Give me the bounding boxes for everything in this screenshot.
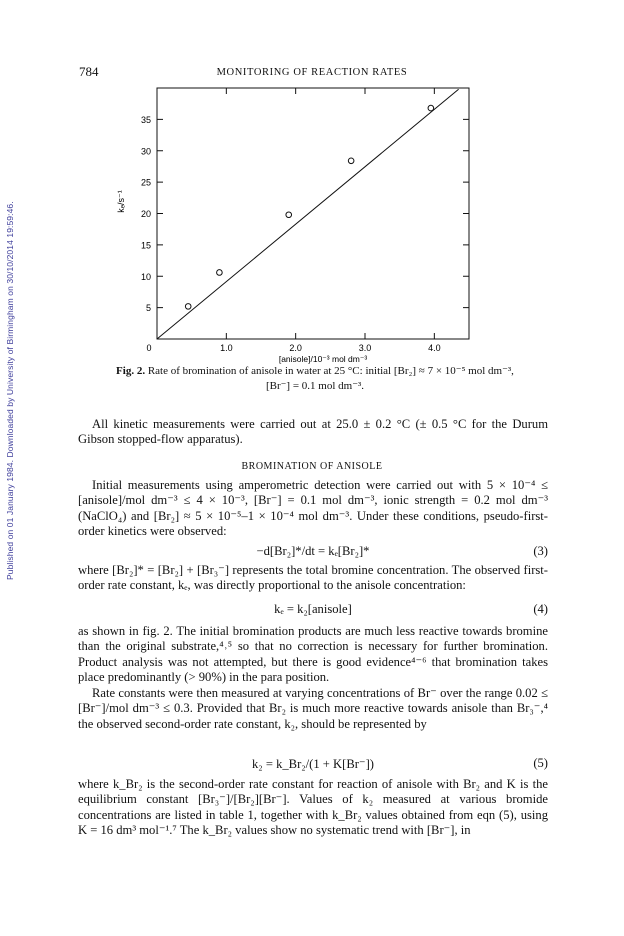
y-tick-label: 25 <box>140 177 151 188</box>
paragraph-1: All kinetic measurements were carried out at 25.0 ± 0.2 °C (± 0.5 °C for the Durum Gibson stopped-flow apparatus). <box>78 417 548 447</box>
x-tick-label: 4.0 <box>428 343 441 353</box>
y-axis-label: kₑ/s⁻¹ <box>116 190 126 213</box>
caption-line-2: [Br⁻] = 0.1 mol dm⁻³. <box>265 380 365 392</box>
page-number: 784 <box>79 64 99 79</box>
tick-labels <box>141 115 441 353</box>
x-tick-label: 2.0 <box>289 343 302 353</box>
x-tick-label: 1.0 <box>220 343 233 353</box>
x-tick-label: 3.0 <box>358 343 372 353</box>
data-point <box>217 270 223 276</box>
data-point <box>185 304 191 310</box>
fit-line-group <box>157 89 459 339</box>
section-heading: BROMINATION OF ANISOLE <box>241 461 383 472</box>
data-points <box>185 105 433 309</box>
paragraph-2: Initial measurements using amperometric detection were carried out with 5 × 10⁻⁴ ≤ [anisole]/mol dm⁻³ ≤ 4 × 10⁻³, [Br⁻] = 0.1 mol dm⁻³, ionic strength = 0.2 mol dm⁻³ (NaClO₄) and [Br₂] ≈ 5 × 10⁻⁵–1 × 10⁻⁴ mol dm⁻³. Under these conditions, pseudo-first-order kinetics were observed: <box>78 478 548 539</box>
equation-5-text: k₂ = k_Br₂/(1 + K[Br⁻]) <box>252 757 374 771</box>
plot-border <box>157 88 469 339</box>
y-tick-label: 15 <box>140 240 151 251</box>
fit-line <box>157 89 459 339</box>
figure-caption <box>80 364 550 394</box>
equation-4-text: kₑ = k₂[anisole] <box>274 602 352 616</box>
download-note-text: Published on 01 January 1984. Downloaded by University of Birmingham on 30/10/2014 19:59:46. <box>5 201 15 580</box>
paragraph-3: where [Br₂]* = [Br₂] + [Br₃⁻] represents the total bromine concentration. The observed first-order rate constant, kₑ, was directly proportional to the anisole concentration: <box>78 563 548 593</box>
data-point <box>286 212 292 218</box>
plot-frame <box>157 88 469 339</box>
caption-label: Fig. 2. <box>116 365 146 377</box>
y-tick-label: 30 <box>140 146 151 157</box>
equation-3-number: (3) <box>533 544 548 558</box>
running-title: MONITORING OF REACTION RATES <box>216 67 408 78</box>
y-tick-label: 5 <box>145 303 151 314</box>
equation-5-number: (5) <box>533 756 548 770</box>
data-point <box>428 105 434 111</box>
y-tick-label: 10 <box>140 271 151 282</box>
equation-3-text: −d[Br₂]*/dt = kₑ[Br₂]* <box>256 544 370 558</box>
x-axis-label: [anisole]/10⁻³ mol dm⁻³ <box>278 354 368 364</box>
rate-plot <box>0 0 624 370</box>
paragraph-4: as shown in fig. 2. The initial bromination products are much less reactive towards bromine than the original substrate,⁴˒⁵ so that no correction is necessary for further bromination. Product analysis was not attempted, but there is good evidence⁴⁻⁶ that bromination takes place predominantly (> 90%) in the para position. <box>78 624 548 685</box>
data-point <box>348 158 354 164</box>
y-tick-label: 35 <box>140 114 151 125</box>
x-tick-label: 0 <box>146 343 152 353</box>
y-tick-label: 20 <box>140 209 151 219</box>
axis-ticks <box>157 88 469 339</box>
paragraph-6: where k_Br₂ is the second-order rate constant for reaction of anisole with Br₂ and K is the equilibrium constant [Br₃⁻]/[Br₂][Br⁻]. Values of k₂ measured at various bromide concentrations are listed in table 1, together with k_Br₂ values obtained from eqn (5), using K = 16 dm³ mol⁻¹.⁷ The k_Br₂ values show no systematic trend with [Br⁻], in <box>78 777 548 838</box>
caption-line-1: Rate of bromination of anisole in water at 25 °C: initial [Br₂] ≈ 7 × 10⁻⁵ mol dm⁻³, <box>147 365 514 377</box>
equation-4-number: (4) <box>533 602 548 616</box>
paragraph-5: Rate constants were then measured at varying concentrations of Br⁻ over the range 0.02 ≤ [Br⁻]/mol dm⁻³ ≤ 0.3. Provided that Br₂ is much more reactive towards anisole than Br₃⁻,⁴ the observed second-order rate constant, k₂, should be represented by <box>78 686 548 731</box>
